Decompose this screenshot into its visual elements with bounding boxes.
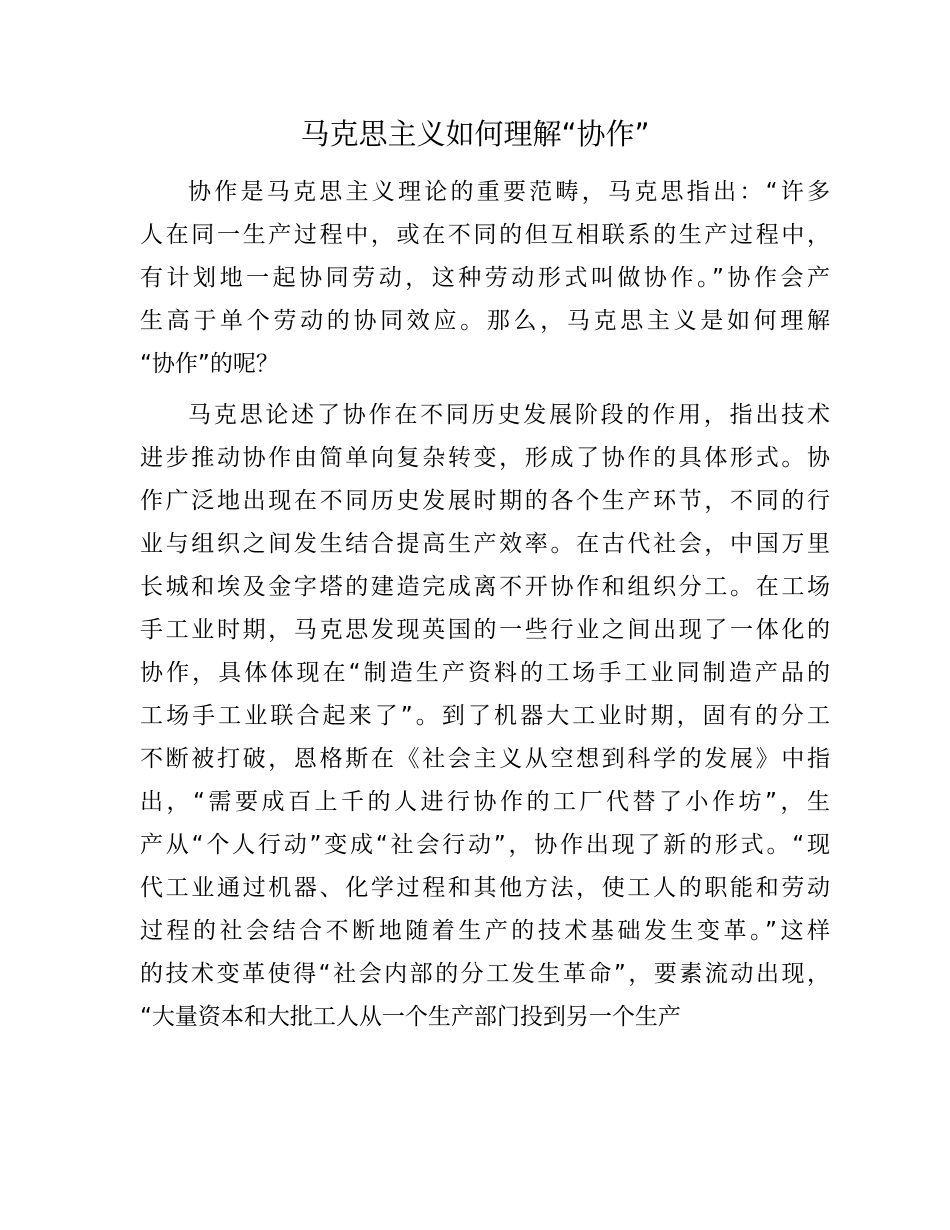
paragraph-line: 工场手工业联合起来了”。到了机器大工业时期，固有的分工 [140, 703, 830, 729]
document-title: 马克思主义如何理解“协作” [300, 117, 650, 151]
paragraph-line: 生高于单个劳动的协同效应。那么，马克思主义是如何理解 [140, 308, 830, 334]
paragraph-line: 的技术变革使得“社会内部的分工发生革命”，要素流动出现， [140, 961, 830, 987]
paragraph-2 [140, 394, 830, 1039]
paragraph-line: 作广泛地出现在不同历史发展时期的各个生产环节，不同的行 [140, 488, 830, 514]
paragraph-line: 协作，具体体现在“制造生产资料的工场手工业同制造产品的 [140, 660, 830, 686]
paragraph-line: 马克思论述了协作在不同历史发展阶段的作用，指出技术 [188, 402, 830, 428]
paragraph-line: 协作是马克思主义理论的重要范畴，马克思指出：“许多 [188, 179, 830, 205]
paragraph-line: 长城和埃及金字塔的建造完成离不开协作和组织分工。在工场 [140, 574, 830, 600]
paragraph-line: 业与组织之间发生结合提高生产效率。在古代社会，中国万里 [140, 531, 830, 557]
paragraph-line: 进步推动协作由简单向复杂转变，形成了协作的具体形式。协 [140, 445, 830, 471]
paragraph-line: 代工业通过机器、化学过程和其他方法，使工人的职能和劳动 [140, 875, 830, 901]
paragraph-line: 有计划地一起协同劳动，这种劳动形式叫做协作。”协作会产 [140, 265, 830, 291]
paragraph-1 [140, 171, 830, 386]
paragraph-line: 出，“需要成百上千的人进行协作的工厂代替了小作坊”，生 [140, 789, 830, 815]
paragraph-line: 过程的社会结合不断地随着生产的技术基础发生变革。”这样 [140, 918, 830, 944]
paragraph-line: 产从“个人行动”变成“社会行动”，协作出现了新的形式。“现 [140, 832, 830, 858]
paragraph-line: “大量资本和大批工人从一个生产部门投到另一个生产 [140, 1004, 681, 1030]
paragraph-line: 不断被打破，恩格斯在《社会主义从空想到科学的发展》中指 [140, 746, 830, 772]
paragraph-line: 手工业时期，马克思发现英国的一些行业之间出现了一体化的 [140, 617, 830, 643]
paragraph-line: 人在同一生产过程中，或在不同的但互相联系的生产过程中， [140, 222, 830, 248]
paragraph-line: “协作”的呢？ [140, 351, 279, 377]
